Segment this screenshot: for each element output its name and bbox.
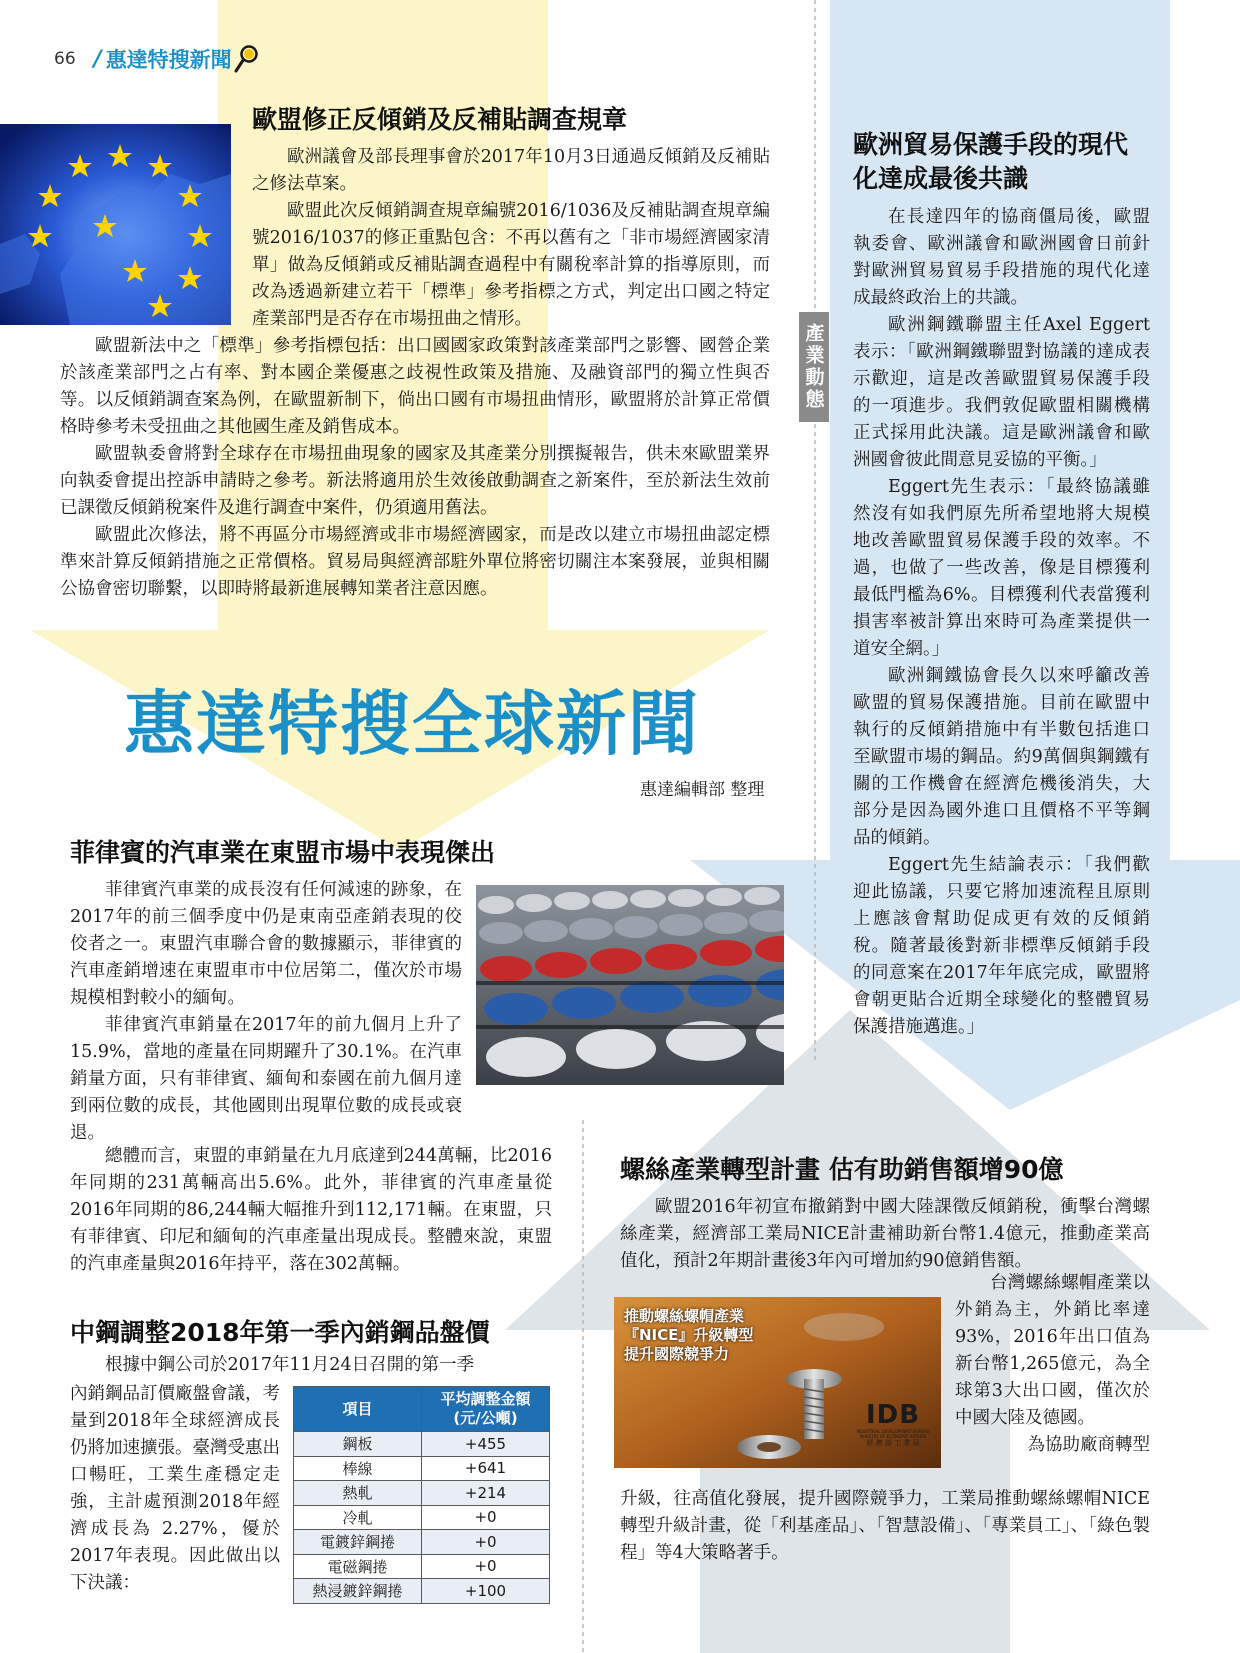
table-cell-item: 熱軋 — [294, 1481, 422, 1506]
table-cell-amount: +0 — [422, 1505, 550, 1530]
article-ph-car — [70, 833, 552, 877]
header-slash: / — [93, 46, 102, 72]
article-title: 歐盟修正反傾銷及反補貼調查規章 — [252, 105, 628, 134]
article-paragraph: 歐盟新法中之「標準」參考指標包括：出口國國家政策對該產業部門之影響、國營企業於該產業部門之占有率、對本國企業優惠之歧視性政策及措施、及融資部門的獨立性與否等。以反傾銷調查案為例，在歐盟新制下，倘出口國有市場扭曲情形，歐盟將於計算正常價格時參考未受扭曲之其他國生產及銷售成本。 — [60, 336, 770, 437]
article-paragraph: 歐盟2016年初宣布撤銷對中國大陸課徵反傾銷稅，衝擊台灣螺絲產業，經濟部工業局NICE計畫補助新台幣1.4億元，推動產業高值化，預計2年期計畫後3年內可增加約90億銷售額。 — [620, 1197, 1150, 1271]
idb-logo-mark: IDB — [865, 1400, 921, 1430]
idb-logo-sub: INDUSTRIAL DEVELOPMENT BUREAU MINISTRY OF ECONOMIC AFFAIRS — [856, 1429, 930, 1439]
table-cell-amount: +455 — [422, 1432, 550, 1457]
table-cell-amount: +641 — [422, 1456, 550, 1481]
article-paragraph: 在長達四年的協商僵局後，歐盟執委會、歐洲議會和歐洲國會日前針對歐洲貿易貿易手段措施的現代化達成最終政治上的共識。 — [853, 207, 1150, 308]
article-paragraph: 歐洲鋼鐵協會長久以來呼籲改善歐盟的貿易保護措施。目前在歐盟中執行的反傾銷措施中有半數包括進口至歐盟市場的鋼品。約9萬個與鋼鐵有關的工作機會在經濟危機後消失，大部分是因為國外進口且價格不平等鋼品的傾銷。 — [853, 666, 1150, 848]
table-row — [294, 1456, 550, 1481]
caption-line: 『NICE』升級轉型 — [624, 1326, 754, 1344]
article-paragraph: 歐盟此次反傾銷調查規章編號2016/1036及反補貼調查規章編號2016/1037的修正重點包含：不再以舊有之「非市場經濟國家清單」做為反傾銷或反補貼調查過程中有關稅率計算的指導原則，而改為透過新建立若干「標準」參考指標之方式，判定出口國之特定產業部門是否存在市場扭曲之情形。 — [252, 201, 770, 329]
idb-logo — [852, 1401, 934, 1461]
table-cell-item: 棒線 — [294, 1456, 422, 1481]
article-eu-ad — [60, 100, 770, 603]
banner-title: 惠達特搜全球新聞 — [124, 683, 700, 765]
article-paragraph: 為協助廠商轉型 — [1027, 1435, 1150, 1455]
table-header-item: 項目 — [294, 1387, 422, 1432]
article-csc-intro-wrap — [70, 1352, 560, 1379]
table-cell-item: 熱浸鍍鋅鋼捲 — [294, 1579, 422, 1604]
table-row — [294, 1432, 550, 1457]
article-paragraph: 總體而言，東盟的車銷量在九月底達到244萬輛，比2016年同期的231萬輛高出5.6%。此外，菲律賓的汽車產量從2016年同期的86,244輛大幅推升到112,171輛。在東盟，只有菲律賓、印尼和緬甸的汽車產量出現成長。整體來說，東盟的汽車產量與2016年持平，落在302萬輛。 — [70, 1146, 552, 1274]
article-paragraph: 歐盟此次修法，將不再區分市場經濟或非市場經濟國家，而是改以建立市場扭曲認定標準來計算反傾銷措施之正常價格。貿易局與經濟部駐外單位將密切關注本案發展，並與相關公協會密切聯繫，以即時將最新進展轉知業者注意因應。 — [60, 525, 770, 599]
caption-line: 推動螺絲螺帽產業 — [624, 1307, 745, 1325]
table-cell-item: 電鍍鋅鋼捲 — [294, 1530, 422, 1555]
page-number: 66 — [54, 49, 76, 69]
banner-credit: 惠達編輯部 整理 — [640, 780, 765, 800]
article-paragraph: 升級，往高值化發展，提升國際競爭力，工業局推動螺絲螺帽NICE轉型升級計畫，從「利基產品」、「智慧設備」、「專業員工」、「綠色製程」等4大策略著手。 — [620, 1489, 1150, 1563]
article-paragraph: 歐洲鋼鐵聯盟主任Axel Eggert表示：「歐洲鋼鐵聯盟對協議的達成表示歡迎，這是改善歐盟貿易保護手段的一項進步。我們敦促歐盟相關機構正式採用此決議。這是歐洲議會和歐洲國會彼此間意見妥協的平衡。」 — [853, 315, 1150, 470]
article-csc-intro-line1: 根據中鋼公司於2017年11月24日召開的第一季 — [105, 1355, 475, 1375]
section-tag-label: 產業動態 — [802, 323, 825, 411]
table-row — [294, 1579, 550, 1604]
article-title: 菲律賓的汽車業在東盟市場中表現傑出 — [70, 838, 496, 867]
article-eu-trade — [853, 128, 1150, 1041]
article-paragraph: 歐盟執委會將對全球存在市場扭曲現象的國家及其產業分別撰擬報告，供未來歐盟業界向執委會提出控訴申請時之參考。新法將適用於生效後啟動調查之新案件，至於新法生效前已課徵反傾銷稅案件及進行調查中案件，仍須適用舊法。 — [60, 444, 770, 518]
article-screw — [620, 1150, 1150, 1275]
article-title: 中鋼調整2018年第一季內銷鋼品盤價 — [70, 1318, 490, 1347]
table-row — [294, 1554, 550, 1579]
article-csc — [70, 1313, 560, 1357]
article-screw-p2 — [955, 1270, 1150, 1459]
article-csc-intro-rest — [70, 1381, 280, 1597]
idb-logo-cn: 經 濟 部 工 業 局 — [866, 1439, 920, 1447]
article-ph-car-body-top — [70, 877, 462, 1147]
article-ph-car-body-bottom — [70, 1143, 552, 1278]
table-header-row — [294, 1387, 550, 1432]
cars-parking-image — [476, 885, 784, 1085]
page-header — [54, 44, 260, 74]
table-header-amount: 平均調整金額 (元/公噸) — [422, 1387, 550, 1432]
table-cell-item: 電磁鋼捲 — [294, 1554, 422, 1579]
section-tag — [799, 312, 829, 422]
article-paragraph: 台灣螺絲螺帽產業以外銷為主，外銷比率達93%，2016年出口值為新台幣1,265億元，為全球第3大出口國，僅次於中國大陸及德國。 — [955, 1273, 1150, 1428]
article-csc-intro-rest-text: 內銷鋼品訂價廠盤會議，考量到2018年全球經濟成長仍將加速擴張。臺灣受惠出口暢旺，工業生產穩定走強，主計處預測2018年經濟成長為 2.27%，優於2017年表現。因此做出以下決議： — [70, 1384, 280, 1593]
article-screw-p3 — [620, 1486, 1150, 1567]
image-caption — [624, 1307, 753, 1364]
article-title: 螺絲產業轉型計畫 估有助銷售額增90億 — [620, 1155, 1064, 1184]
table-cell-amount: +0 — [422, 1554, 550, 1579]
price-table — [293, 1386, 550, 1604]
price-table-grid — [293, 1386, 550, 1604]
table-cell-amount: +100 — [422, 1579, 550, 1604]
article-paragraph: Eggert先生表示：「最終協議雖然沒有如我們原先所希望地將大規模地改善歐盟貿易保護手段的效率。不過，也做了一些改善，像是目標獲利最低門檻為6%。目標獲利代表當獲利損害率被計算出來時可為產業提供一道安全網。」 — [853, 477, 1150, 659]
table-cell-amount: +0 — [422, 1530, 550, 1555]
table-cell-item: 鋼板 — [294, 1432, 422, 1457]
table-row — [294, 1505, 550, 1530]
article-paragraph: 菲律賓汽車銷量在2017年的前九個月上升了15.9%，當地的產量在同期躍升了30.1%。在汽車銷量方面，只有菲律賓、緬甸和泰國在前九個月達到兩位數的成長，其他國則出現單位數的成長或衰退。 — [70, 1015, 462, 1143]
table-row — [294, 1530, 550, 1555]
table-cell-item: 冷軋 — [294, 1505, 422, 1530]
article-paragraph: 歐洲議會及部長理事會於2017年10月3日通過反傾銷及反補貼之修法草案。 — [252, 147, 770, 194]
caption-line: 提升國際競爭力 — [624, 1345, 730, 1363]
article-paragraph: 菲律賓汽車業的成長沒有任何減速的跡象，在2017年的前三個季度中仍是東南亞產銷表現的佼佼者之一。東盟汽車聯合會的數據顯示，菲律賓的汽車產銷增速在東盟車市中位居第二，僅次於市場規模相對較小的緬甸。 — [70, 880, 462, 1008]
table-row — [294, 1481, 550, 1506]
table-cell-amount: +214 — [422, 1481, 550, 1506]
article-paragraph: Eggert先生結論表示：「我們歡迎此協議，只要它將加速流程且原則上應該會幫助促成更有效的反傾銷稅。隨著最後對新非標準反傾銷手段的同意案在2017年年底完成，歐盟將會朝更貼合近期全球變化的整體貿易保護措施邁進。」 — [853, 855, 1150, 1037]
screw-nice-image — [614, 1297, 941, 1468]
magnifier-icon — [234, 44, 260, 74]
article-title: 歐洲貿易保護手段的現代化達成最後共識 — [853, 130, 1129, 193]
header-title: 惠達特搜新聞 — [105, 48, 232, 72]
